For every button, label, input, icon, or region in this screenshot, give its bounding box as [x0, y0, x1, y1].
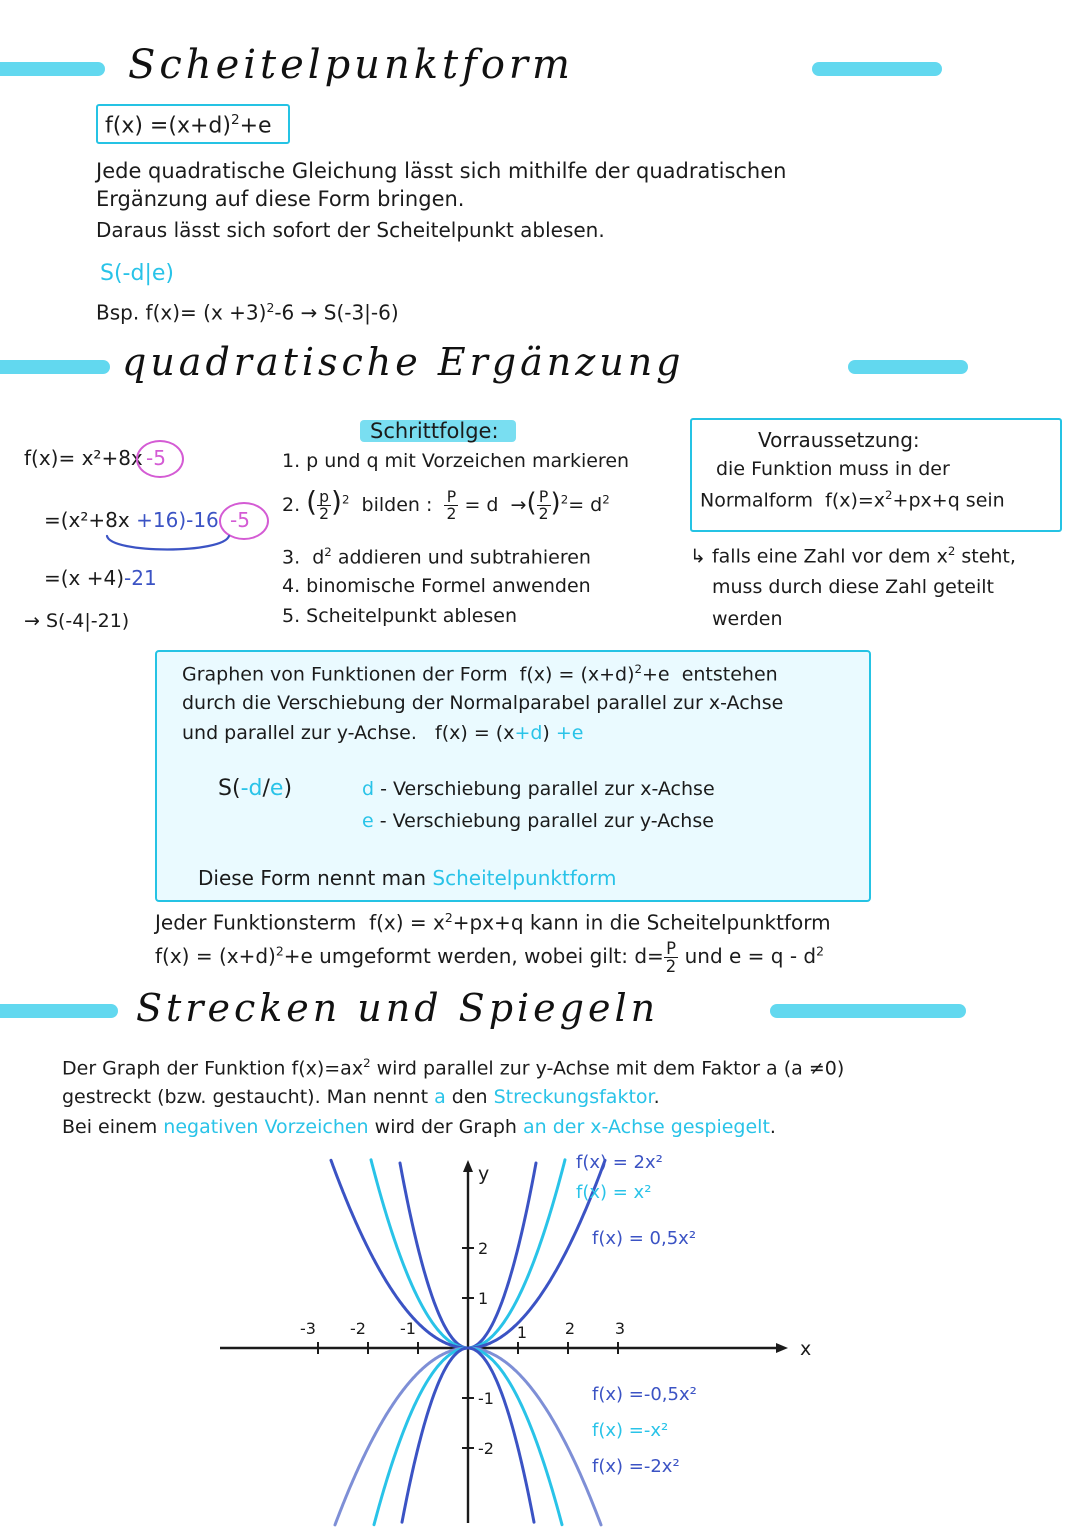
info-footer: [198, 866, 616, 891]
heading-rule-left-1: [0, 62, 105, 76]
axes: [220, 1160, 811, 1523]
step-4: 4. binomische Formel anwenden: [282, 575, 591, 597]
heading-rule-right-3: [770, 1004, 966, 1018]
info-line-1: Graphen von Funktionen der Form $f(x) = (x+d)^2+e$ entstehen: [182, 662, 778, 686]
info-footer-term: Scheitelpunktform: [432, 866, 617, 890]
svg-text:y: y: [478, 1163, 490, 1185]
label-neg05x2: f(x) =-0,5x²: [592, 1384, 697, 1405]
label-negx2: f(x) =-x²: [592, 1420, 669, 1441]
prerequisite-note-2: muss durch diese Zahl geteilt: [712, 576, 994, 598]
we2-prefix: =(x²+8x: [44, 508, 137, 532]
prerequisite-title: Vorraussetzung:: [758, 428, 920, 452]
svg-text:2: 2: [478, 1239, 489, 1258]
svg-text:3: 3: [614, 1319, 626, 1338]
section-title-strecken-und-spiegeln: Strecken und Spiegeln: [136, 986, 660, 1030]
step-1: 1. p und q mit Vorzeichen markieren: [282, 450, 630, 472]
section-title-quadratische-ergaenzung: quadratische Ergänzung: [122, 340, 685, 384]
label-05x2: f(x) = 0,5x²: [592, 1228, 697, 1249]
svg-text:1: 1: [516, 1323, 528, 1342]
x-tick-labels: [300, 1319, 625, 1342]
info-line-2: durch die Verschiebung der Normalparabel parallel zur x-Achse: [182, 692, 784, 714]
section1-line-3: Daraus lässt sich sofort der Scheitelpunkt ablesen.: [96, 218, 605, 242]
info-d-legend: d - Verschiebung parallel zur x-Achse: [362, 778, 715, 800]
label-2x2: f(x) = 2x²: [576, 1152, 663, 1173]
prerequisite-line-2: Normalform $f(x)=x^2+px+q$ sein: [700, 488, 1005, 512]
we2-circled: -5: [230, 508, 250, 532]
highlight-streckungsfaktor: Streckungsfaktor: [493, 1086, 654, 1108]
formula-scheitelpunktform: $f(x) =(x+d)^2+e$: [105, 112, 272, 139]
heading-rule-right-2: [848, 360, 968, 374]
svg-text:-1: -1: [478, 1389, 494, 1408]
section1-line-1: Jede quadratische Gleichung lässt sich mithilfe der quadratischen: [96, 159, 787, 183]
step-5: 5. Scheitelpunkt ablesen: [282, 605, 518, 627]
section3-line-3: Bei einem negativen Vorzeichen wird der Graph an der x-Achse gespiegelt.: [62, 1116, 776, 1138]
heading-rule-right-1: [812, 62, 942, 76]
highlight-a: a: [434, 1086, 446, 1108]
section-title-scheitelpunktform: Scheitelpunktform: [128, 42, 574, 88]
we2-sub: )-16: [178, 508, 219, 532]
curve-labels: [576, 1152, 697, 1477]
brace-underline: [105, 534, 245, 562]
svg-text:x: x: [800, 1338, 812, 1360]
worked-example-line-1: [24, 446, 143, 471]
svg-text:-2: -2: [350, 1319, 366, 1338]
worked-example-line-3: [44, 566, 157, 591]
vertex-formula: S(-d|e): [100, 261, 174, 286]
section1-line-2: Ergänzung auf diese Form bringen.: [96, 187, 465, 211]
label-x2: f(x) = x²: [576, 1182, 652, 1203]
svg-text:-1: -1: [400, 1319, 416, 1338]
svg-text:2: 2: [564, 1319, 576, 1338]
we1-circled: -5: [146, 446, 166, 470]
worked-example-line-2: [44, 508, 219, 533]
we3-prefix: =(x +4): [44, 566, 125, 590]
we2-added: +16: [136, 508, 179, 532]
info-vertex: S(-d/e): [218, 776, 293, 801]
step-2: 2. ( $\frac{p}{2}$ )$^2$ bilden : $\frac{P}{2}$ = d →( $\frac{P}{2}$ )$^2= d^2$: [282, 485, 610, 523]
svg-text:1: 1: [478, 1289, 489, 1308]
we3-rest: -21: [124, 566, 157, 590]
heading-rule-left-2: [0, 360, 110, 374]
highlight-spiegel: an der x-Achse gespiegelt: [522, 1116, 770, 1138]
info-e-legend: e - Verschiebung parallel zur y-Achse: [362, 810, 714, 832]
prerequisite-line-1: die Funktion muss in der: [716, 458, 950, 480]
steps-title: Schrittfolge:: [370, 419, 499, 443]
highlight-negativ: negativen Vorzeichen: [163, 1116, 369, 1138]
section1-example: Bsp. $f(x)= (x +3)^2-6 \to S(-3|-6)$: [96, 300, 399, 325]
heading-rule-left-3: [0, 1004, 118, 1018]
parabola-chart: [210, 1148, 830, 1528]
info-line-3: und parallel zur y-Achse. f(x) = (x+d) +e: [182, 722, 584, 744]
section3-line-1: Der Graph der Funktion $f(x)=ax^2$ wird parallel zur y-Achse mit dem Faktor a (a ≠0): [62, 1056, 845, 1080]
we1-prefix: f(x)= x²+8x: [24, 446, 143, 470]
step-3: 3. $d^2$ addieren und subtrahieren: [282, 545, 591, 569]
svg-text:-3: -3: [300, 1319, 316, 1338]
prerequisite-note-1: ↳ falls eine Zahl vor dem $x^2$ steht,: [690, 544, 1016, 568]
info-footer-prefix: Diese Form nennt man: [198, 866, 433, 890]
svg-text:-2: -2: [478, 1439, 494, 1458]
closing-line-1: Jeder Funktionsterm $f(x) = x^2+px+q$ kann in die Scheitelpunktform: [155, 910, 831, 935]
prerequisite-note-3: werden: [712, 608, 783, 630]
worked-example-line-4: → S(-4|-21): [24, 610, 130, 632]
label-neg2x2: f(x) =-2x²: [592, 1456, 680, 1477]
closing-line-2: $f(x) = (x+d)^2+e$ umgeformt werden, wobei gilt: d= $\frac{P}{2}$ und $e = q - d^2$: [155, 939, 824, 977]
section3-line-2: gestreckt (bzw. gestaucht). Man nennt a den Streckungsfaktor.: [62, 1086, 660, 1108]
